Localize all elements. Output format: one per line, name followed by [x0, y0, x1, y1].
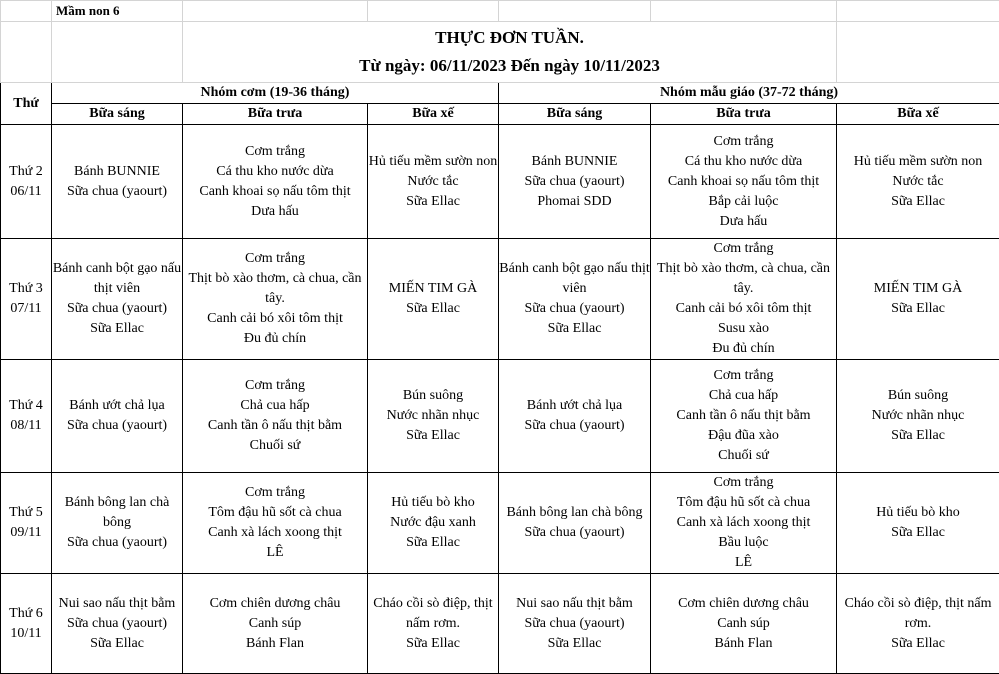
dish-item: Cơm trắng: [183, 142, 367, 162]
meal-cell-mau-giao-sang: [499, 239, 651, 360]
school-name: Mầm non 6: [52, 1, 183, 22]
dish-item: Dưa hấu: [651, 212, 836, 232]
day-date: 09/11: [1, 523, 51, 543]
header-bua-xe: Bữa xế: [837, 104, 999, 125]
dish-item: Sữa chua (yaourt): [52, 182, 182, 202]
dish-item: Canh súp: [183, 614, 367, 634]
meal-cell-mau-giao-sang: [499, 125, 651, 239]
meal-cell-nhom-com-xe: [368, 473, 499, 574]
dish-item: Sữa Ellac: [837, 426, 999, 446]
dish-item: Nước nhãn nhục: [368, 406, 498, 426]
dish-item: Canh tần ô nấu thịt bằm: [651, 406, 836, 426]
dish-item: Canh khoai sọ nấu tôm thịt: [183, 182, 367, 202]
dish-item: Canh tần ô nấu thịt bằm: [183, 416, 367, 436]
dish-item: Cơm trắng: [183, 483, 367, 503]
day-cell: [1, 360, 52, 473]
dish-item: Canh xà lách xoong thịt: [183, 523, 367, 543]
dish-item: Sữa chua (yaourt): [52, 416, 182, 436]
dish-item: Sữa Ellac: [52, 319, 182, 339]
dish-item: Bánh bông lan chà bông: [499, 503, 650, 523]
meal-cell-mau-giao-trua: [651, 574, 837, 674]
dish-item: Nước nhãn nhục: [837, 406, 999, 426]
meal-cell-nhom-com-xe: [368, 239, 499, 360]
meal-cell-mau-giao-trua: [651, 239, 837, 360]
dish-item: Bầu luộc: [651, 533, 836, 553]
dish-item: Nước tắc: [368, 172, 498, 192]
dish-item: Đu đủ chín: [651, 339, 836, 359]
day-date: 07/11: [1, 299, 51, 319]
dish-item: Nước đậu xanh: [368, 513, 498, 533]
dish-item: Sữa chua (yaourt): [499, 416, 650, 436]
dish-item: Sữa Ellac: [837, 192, 999, 212]
dish-item: MIẾN TIM GÀ: [837, 279, 999, 299]
header-bua-trua: Bữa trưa: [651, 104, 837, 125]
day-row: [1, 473, 999, 574]
meal-cell-nhom-com-trua: [183, 360, 368, 473]
dish-item: Thịt bò xào thơm, cà chua, cần tây.: [183, 269, 367, 309]
dish-item: Sữa chua (yaourt): [499, 614, 650, 634]
dish-item: Canh cải bó xôi tôm thịt: [651, 299, 836, 319]
dish-item: LÊ: [651, 553, 836, 573]
dish-item: Canh súp: [651, 614, 836, 634]
header-bua-trua: Bữa trưa: [183, 104, 368, 125]
meal-cell-nhom-com-xe: [368, 574, 499, 674]
dish-item: Hủ tiếu mềm sườn non: [368, 152, 498, 172]
dish-item: Canh khoai sọ nấu tôm thịt: [651, 172, 836, 192]
dish-item: Sữa Ellac: [368, 192, 498, 212]
dish-item: Sữa chua (yaourt): [499, 523, 650, 543]
dish-item: Bánh canh bột gạo nấu thịt viên: [499, 259, 650, 299]
dish-item: Cơm trắng: [651, 473, 836, 493]
dish-item: Susu xào: [651, 319, 836, 339]
meal-cell-nhom-com-trua: [183, 574, 368, 674]
dish-item: Sữa Ellac: [368, 634, 498, 654]
dish-item: Cháo cồi sò điệp, thịt nấm rơm.: [837, 594, 999, 634]
meal-cell-nhom-com-sang: [52, 574, 183, 674]
meal-cell-mau-giao-sang: [499, 574, 651, 674]
dish-item: Thịt bò xào thơm, cà chua, cần tây.: [651, 259, 836, 299]
dish-item: Nước tắc: [837, 172, 999, 192]
title-text: THỰC ĐƠN TUẦN.: [183, 24, 836, 52]
dish-item: LÊ: [183, 543, 367, 563]
header-bua-sang: Bữa sáng: [52, 104, 183, 125]
meal-cell-nhom-com-trua: [183, 239, 368, 360]
dish-item: Cơm trắng: [183, 376, 367, 396]
dish-item: Sữa Ellac: [368, 299, 498, 319]
dish-item: Chả cua hấp: [651, 386, 836, 406]
date-range: Từ ngày: 06/11/2023 Đến ngày 10/11/2023: [183, 52, 836, 80]
dish-item: Cơm trắng: [651, 239, 836, 259]
dish-item: Tôm đậu hũ sốt cà chua: [183, 503, 367, 523]
dish-item: Sữa chua (yaourt): [52, 299, 182, 319]
dish-item: Chả cua hấp: [183, 396, 367, 416]
dish-item: Cá thu kho nước dừa: [651, 152, 836, 172]
meal-cell-mau-giao-xe: [837, 473, 999, 574]
dish-item: Hủ tiếu mềm sườn non: [837, 152, 999, 172]
dish-item: Sữa chua (yaourt): [52, 614, 182, 634]
day-label: Thứ 5: [1, 503, 51, 523]
dish-item: Bánh bông lan chà bông: [52, 493, 182, 533]
day-label: Thứ 2: [1, 162, 51, 182]
day-date: 08/11: [1, 416, 51, 436]
dish-item: Sữa Ellac: [837, 299, 999, 319]
dish-item: MIẾN TIM GÀ: [368, 279, 498, 299]
header-bua-xe: Bữa xế: [368, 104, 499, 125]
menu-body: [1, 125, 999, 674]
day-row: [1, 239, 999, 360]
dish-item: Sữa Ellac: [368, 426, 498, 446]
meal-cell-mau-giao-sang: [499, 360, 651, 473]
dish-item: Chuối sứ: [651, 446, 836, 466]
meal-cell-nhom-com-xe: [368, 360, 499, 473]
meal-cell-mau-giao-trua: [651, 360, 837, 473]
dish-item: Bắp cải luộc: [651, 192, 836, 212]
day-row: [1, 125, 999, 239]
dish-item: Bánh BUNNIE: [52, 162, 182, 182]
meal-cell-nhom-com-trua: [183, 125, 368, 239]
dish-item: Cơm trắng: [183, 249, 367, 269]
dish-item: Cháo cồi sò điệp, thịt nấm rơm.: [368, 594, 498, 634]
dish-item: Phomai SDD: [499, 192, 650, 212]
meal-cell-mau-giao-trua: [651, 473, 837, 574]
dish-item: Bánh ướt chả lụa: [52, 396, 182, 416]
meal-cell-nhom-com-sang: [52, 360, 183, 473]
meal-cell-mau-giao-xe: [837, 125, 999, 239]
dish-item: Cơm chiên dương châu: [651, 594, 836, 614]
day-date: 10/11: [1, 624, 51, 644]
dish-item: Đậu đũa xào: [651, 426, 836, 446]
dish-item: Sữa Ellac: [837, 634, 999, 654]
day-row: [1, 360, 999, 473]
dish-item: Bánh BUNNIE: [499, 152, 650, 172]
dish-item: Sữa Ellac: [368, 533, 498, 553]
menu-title: [183, 22, 837, 83]
meal-cell-mau-giao-xe: [837, 360, 999, 473]
dish-item: Sữa Ellac: [52, 634, 182, 654]
dish-item: Chuối sứ: [183, 436, 367, 456]
dish-item: Sữa Ellac: [499, 634, 650, 654]
day-cell: [1, 239, 52, 360]
dish-item: Canh xà lách xoong thịt: [651, 513, 836, 533]
day-label: Thứ 4: [1, 396, 51, 416]
day-cell: [1, 574, 52, 674]
dish-item: Cơm trắng: [651, 366, 836, 386]
dish-item: Bún suông: [368, 386, 498, 406]
dish-item: Tôm đậu hũ sốt cà chua: [651, 493, 836, 513]
dish-item: Bánh ướt chả lụa: [499, 396, 650, 416]
dish-item: Bún suông: [837, 386, 999, 406]
dish-item: Sữa Ellac: [499, 319, 650, 339]
dish-item: Sữa Ellac: [837, 523, 999, 543]
group-header-nhom-com: Nhóm cơm (19-36 tháng): [52, 83, 499, 104]
day-date: 06/11: [1, 182, 51, 202]
header-thu: Thứ: [1, 83, 52, 125]
meal-cell-nhom-com-sang: [52, 239, 183, 360]
meal-cell-nhom-com-sang: [52, 473, 183, 574]
dish-item: Cơm trắng: [651, 132, 836, 152]
dish-item: Sữa chua (yaourt): [52, 533, 182, 553]
day-row: [1, 574, 999, 674]
dish-item: Hủ tiếu bò kho: [368, 493, 498, 513]
dish-item: Nui sao nấu thịt bằm: [52, 594, 182, 614]
day-cell: [1, 473, 52, 574]
dish-item: Dưa hấu: [183, 202, 367, 222]
meal-cell-nhom-com-xe: [368, 125, 499, 239]
dish-item: Hủ tiếu bò kho: [837, 503, 999, 523]
meal-cell-mau-giao-xe: [837, 574, 999, 674]
day-label: Thứ 3: [1, 279, 51, 299]
dish-item: Sữa chua (yaourt): [499, 299, 650, 319]
day-label: Thứ 6: [1, 604, 51, 624]
group-header-mau-giao: Nhóm mẫu giáo (37-72 tháng): [499, 83, 999, 104]
dish-item: Bánh Flan: [651, 634, 836, 654]
dish-item: Cá thu kho nước dừa: [183, 162, 367, 182]
day-cell: [1, 125, 52, 239]
dish-item: Bánh canh bột gạo nấu thịt viên: [52, 259, 182, 299]
dish-item: Cơm chiên dương châu: [183, 594, 367, 614]
dish-item: Sữa chua (yaourt): [499, 172, 650, 192]
meal-cell-nhom-com-trua: [183, 473, 368, 574]
dish-item: Đu đủ chín: [183, 329, 367, 349]
header-bua-sang: Bữa sáng: [499, 104, 651, 125]
meal-cell-mau-giao-xe: [837, 239, 999, 360]
dish-item: Canh cải bó xôi tôm thịt: [183, 309, 367, 329]
dish-item: Nui sao nấu thịt bằm: [499, 594, 650, 614]
meal-cell-mau-giao-sang: [499, 473, 651, 574]
meal-cell-nhom-com-sang: [52, 125, 183, 239]
dish-item: Bánh Flan: [183, 634, 367, 654]
meal-cell-mau-giao-trua: [651, 125, 837, 239]
